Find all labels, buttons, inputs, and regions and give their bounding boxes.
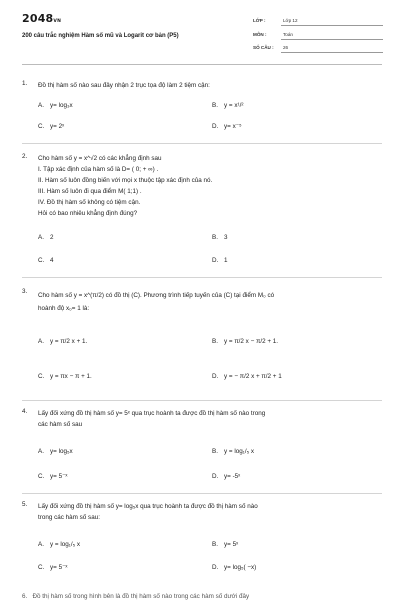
option-c[interactable]: C. y= 5⁻ˣ (38, 564, 68, 571)
question-stem: Đồ thị hàm số trong hình bên là đồ thị hàm số nào trong các hàm số dưới đây (32, 593, 250, 600)
site-logo[interactable]: 2048VN (22, 12, 62, 25)
option-b[interactable]: B. y = π/2 x − π/2 + 1. (212, 338, 279, 345)
meta-underline (281, 25, 383, 26)
question-stem (38, 153, 384, 219)
stem-line: II. Hàm số luôn đồng biến với mọi x thuộc tập xác định của nó. (38, 177, 213, 184)
meta-subject-key: MÔN : (253, 32, 267, 37)
question-number: 6. (22, 593, 33, 600)
option-d[interactable]: D. y= log₅( −x) (212, 564, 257, 571)
option-b[interactable]: B. y = log₁/₅ x (212, 448, 255, 455)
question-divider (22, 493, 382, 494)
question-stem (38, 408, 384, 430)
stem-line: hoành độ x₀= 1 là: (38, 304, 90, 312)
question-number: 1. (22, 80, 28, 87)
option-d[interactable]: D. 1 (212, 257, 228, 264)
question-3 (22, 288, 384, 398)
option-a[interactable]: A. y = π/2 x + 1. (38, 338, 88, 345)
option-d[interactable]: D. y= -5ˣ (212, 473, 241, 480)
header-divider (22, 64, 382, 65)
stem-line: Cho hàm số y = x^(π/2) có đồ thị (C). Phương trình tiếp tuyến của (C) tại điểm M₀ có (38, 292, 275, 299)
question-stem (38, 501, 384, 523)
option-c[interactable]: C. y= 2ˣ (38, 123, 65, 130)
question-number: 4. (22, 408, 28, 415)
question-divider (22, 277, 382, 278)
stem-line: các hàm số sau (38, 421, 83, 428)
question-5 (22, 501, 384, 581)
option-b[interactable]: B. y = x¹/² (212, 102, 244, 109)
stem-line: Lấy đối xứng đồ thị hàm số y= 5ˣ qua trục hoành ta được đồ thị hàm số nào trong (38, 410, 266, 417)
document-title: 200 câu trắc nghiệm Hàm số mũ và Logarit cơ bản (P5) (22, 33, 179, 39)
option-d[interactable]: D. y = − π/2 x + π/2 + 1 (212, 373, 282, 380)
meta-count-key: SỐ CÂU : (253, 45, 274, 50)
question-number: 5. (22, 501, 28, 508)
option-b[interactable]: B. y= 5ˣ (212, 541, 239, 548)
stem-line: Hỏi có bao nhiêu khẳng định đúng? (38, 210, 138, 217)
stem-line: I. Tập xác định của hàm số là D= ( 0; + ∞) . (38, 166, 159, 173)
option-b[interactable]: B. 3 (212, 234, 228, 241)
meta-subject-value: Toán (283, 32, 293, 37)
option-a[interactable]: A. 2 (38, 234, 54, 241)
meta-class-key: LỚP : (253, 18, 266, 23)
stem-line: Cho hàm số y = x^√2 có các khẳng định sau (38, 155, 162, 162)
meta-count-value: 26 (283, 45, 289, 50)
question-6-truncated (22, 593, 249, 600)
option-c[interactable]: C. y= 5⁻ˣ (38, 473, 68, 480)
meta-class-value: Lớp 12 (283, 18, 298, 23)
option-d[interactable]: D. y= x⁻⁵ (212, 123, 242, 130)
question-divider (22, 400, 382, 401)
question-stem: Đồ thị hàm số nào sau đây nhận 2 trục tọa độ làm 2 tiệm cận: (38, 82, 210, 89)
question-4 (22, 408, 384, 488)
stem-line: trong các hàm số sau: (38, 514, 100, 521)
option-c[interactable]: C. y = πx − π + 1. (38, 373, 92, 380)
question-1 (22, 80, 384, 140)
question-number: 2. (22, 153, 28, 160)
stem-line: III. Hàm số luôn đi qua điểm M( 1;1) . (38, 188, 142, 195)
option-a[interactable]: A. y= log₃x (38, 102, 73, 109)
question-2 (22, 153, 384, 271)
option-a[interactable]: A. y= log₅x (38, 448, 73, 455)
meta-underline (281, 39, 383, 40)
option-a[interactable]: A. y = log₁/₅ x (38, 541, 81, 548)
stem-line: IV. Đồ thị hàm số không có tiệm cận. (38, 199, 141, 206)
question-divider (22, 143, 382, 144)
meta-underline (281, 52, 383, 53)
option-c[interactable]: C. 4 (38, 257, 54, 264)
question-number: 3. (22, 288, 28, 295)
question-stem (38, 290, 384, 315)
stem-line: Lấy đối xứng đồ thị hàm số y= log₅x qua trục hoành ta được đồ thị hàm số nào (38, 503, 258, 510)
